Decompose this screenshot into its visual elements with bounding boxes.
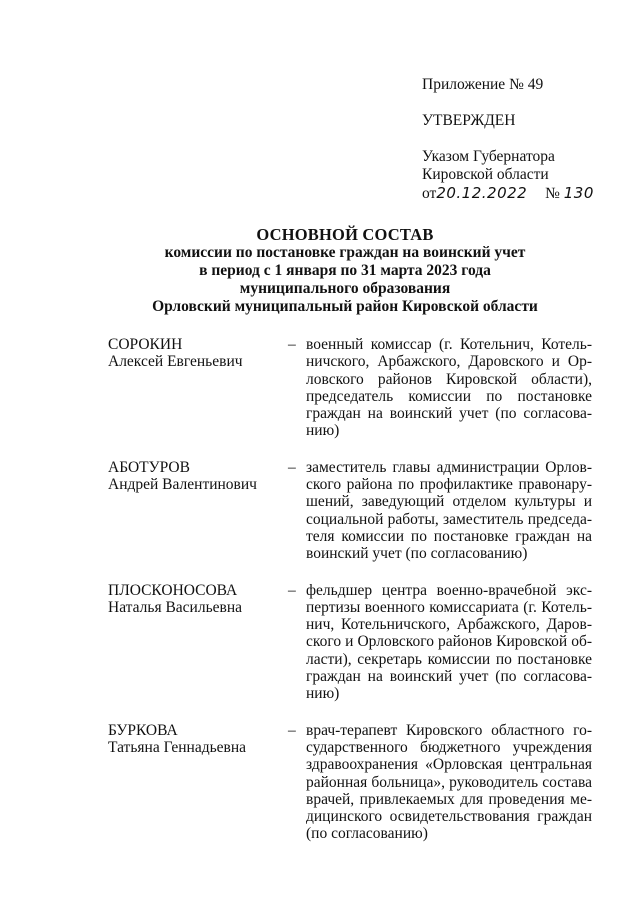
member-entry [108, 582, 592, 703]
title-main: ОСНОВНОЙ СОСТАВ [256, 225, 434, 244]
member-given-names: Алексей Евгеньевич [108, 353, 243, 371]
member-dash: – [288, 721, 296, 739]
title-line-2: комиссии по постановке граждан на воинский учет [164, 244, 526, 261]
member-role [306, 459, 592, 563]
member-role-line: врач-терапевт Кировского областного го- [306, 721, 592, 739]
member-role-line: ского и Орловского районов Кировской об- [306, 633, 592, 651]
member-role-line: ничского, Арбажского, Даровского и Ор- [306, 353, 592, 371]
member-role-line: районная больница», руководитель состава [306, 773, 592, 791]
decree-line-1: Указом Губернатора [422, 148, 555, 165]
member-role-line: шений, заведующий отделом культуры и [306, 493, 592, 511]
document-title [80, 226, 610, 316]
member-role-line: нию) [306, 422, 340, 440]
title-line-3: в период с 1 января по 31 марта 2023 года [199, 262, 491, 279]
number-label: № [545, 185, 560, 202]
member-role [306, 722, 592, 843]
member-given-names: Татьяна Геннадьевна [108, 738, 247, 756]
member-role [306, 582, 592, 703]
date-prefix: от [422, 185, 437, 202]
member-role-line: фельдшер центра военно-врачебной экс- [306, 581, 592, 599]
member-surname: АБОТУРОВ [108, 458, 190, 476]
title-line-4: муниципального образования [239, 280, 451, 297]
member-given-names: Андрей Валентинович [108, 476, 257, 494]
member-role-line: военный комиссар (г. Котельнич, Котель- [306, 336, 592, 353]
title-line-5: Орловский муниципальный район Кировской области [152, 298, 538, 315]
member-role-line: здравоохранения «Орловская центральная [306, 756, 592, 774]
appendix-number: Приложение № 49 [422, 76, 544, 93]
member-entry [108, 722, 592, 843]
member-role-line: нию) [306, 685, 340, 703]
member-role-line: ского района по профилактике правонару- [306, 476, 592, 494]
member-entry [108, 336, 592, 440]
member-role-line: заместитель главы администрации Орлов- [306, 458, 592, 476]
approved-label: УТВЕРЖДЕН [422, 112, 516, 129]
member-role-line: (по согласованию) [306, 825, 428, 843]
member-role-line: сударственного бюджетного учреждения [306, 738, 592, 756]
member-dash: – [288, 581, 296, 599]
member-role-line: врачей, привлекаемых для проведения ме- [306, 790, 592, 808]
member-surname: ПЛОСКОНОСОВА [108, 581, 238, 599]
member-role-line: граждан на воинский учет (по согласова- [306, 405, 592, 423]
member-role-line: граждан на воинский учет (по согласова- [306, 668, 592, 686]
member-role-line: пертизы военного комиссариата (г. Котель- [306, 598, 592, 616]
member-role-line: ласти), секретарь комиссии по постановке [306, 650, 592, 668]
member-role-line: социальной работы, заместитель председа- [306, 510, 592, 528]
members-list [108, 336, 592, 843]
member-role-line: председатель комиссии по постановке [306, 387, 592, 405]
member-dash: – [288, 336, 296, 353]
member-role-line: воинский учет (по согласованию) [306, 545, 528, 563]
handwritten-date: 20.12.2022 [436, 184, 528, 202]
member-given-names: Наталья Васильевна [108, 598, 243, 616]
member-entry [108, 459, 592, 563]
member-role-line: дицинского освидетельствования граждан [306, 808, 592, 826]
member-role [306, 336, 592, 440]
member-name [108, 336, 288, 440]
decree-line-2: Кировской области [422, 166, 549, 183]
member-dash: – [288, 458, 296, 476]
member-surname: СОРОКИН [108, 336, 183, 353]
member-name [108, 582, 288, 703]
member-name [108, 459, 288, 563]
decree-date-line [422, 184, 622, 203]
approval-block [422, 76, 622, 203]
member-surname: БУРКОВА [108, 721, 178, 739]
member-role-line: нич, Котельничского, Арбажского, Даров- [306, 616, 592, 634]
member-role-line: теля комиссии по постановке граждан на [306, 527, 592, 545]
member-name [108, 722, 288, 843]
handwritten-number: 130 [563, 184, 594, 202]
member-role-line: ловского районов Кировской области), [306, 370, 592, 388]
